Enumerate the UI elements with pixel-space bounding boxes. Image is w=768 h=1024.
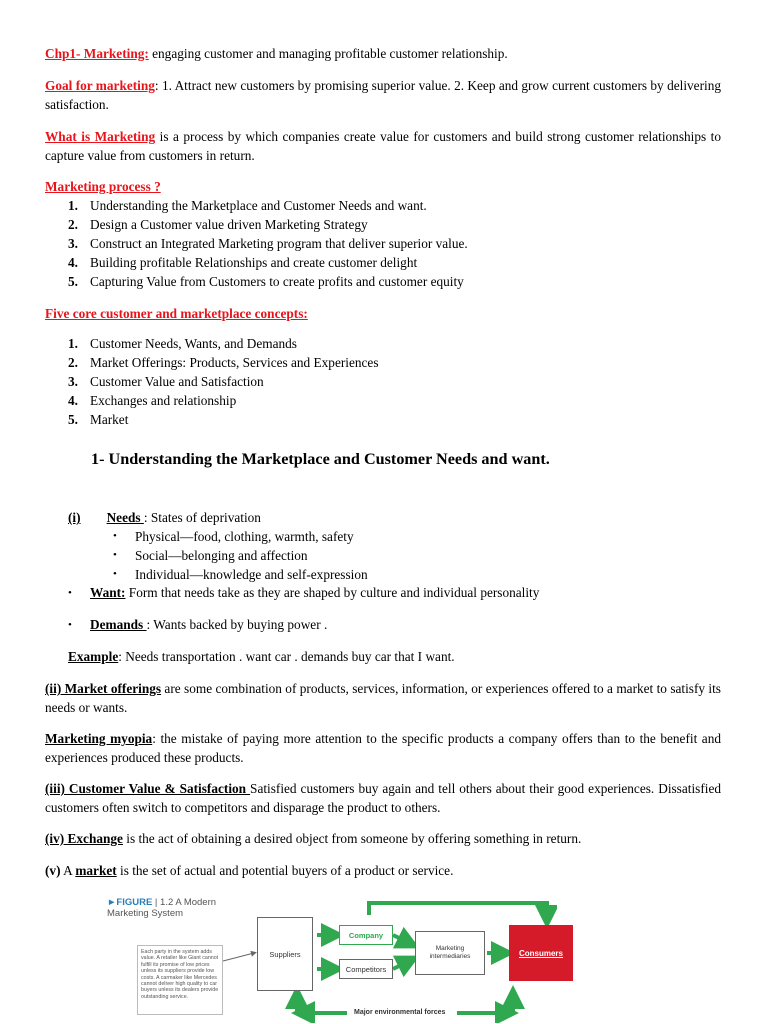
intermediaries-box: Marketing intermediaries — [415, 931, 485, 975]
list-item: • Physical—food, clothing, warmth, safety — [113, 529, 354, 544]
demands-label: Demands — [90, 617, 147, 632]
list-item: 2. Market Offerings: Products, Services and Experiences — [68, 355, 379, 370]
company-box: Company — [339, 925, 393, 945]
myopia-text: : the mistake of paying more attention to the specific products a company offers than to the benefit and experiences produced these products. — [45, 731, 722, 765]
example-text: : Needs transportation . want car . demands buy car that I want. — [118, 649, 455, 664]
process-heading: Marketing process ? — [45, 179, 161, 194]
want-line — [90, 583, 539, 602]
arrow-competitors-intermediaries — [393, 961, 409, 969]
top-loop-arrow — [369, 903, 547, 917]
concepts-list — [68, 334, 718, 429]
list-item: 1. Understanding the Marketplace and Customer Needs and want. — [68, 198, 427, 213]
concepts-heading: Five core customer and marketplace concepts: — [45, 306, 308, 321]
myopia-label: Marketing myopia — [45, 731, 153, 746]
marketing-system-figure — [107, 893, 563, 1023]
bullet-icon: • — [68, 619, 72, 631]
value-text: Satisfied customers buy again and tell others about their good experiences. Dissatisfied customers often switch to competitors and disparage the product to others. — [45, 781, 721, 815]
want-text: Form that needs take as they are shaped by culture and individual personality — [125, 585, 540, 600]
chapter-text: engaging customer and managing profitable customer relationship. — [148, 46, 508, 61]
bullet-icon: • — [113, 530, 117, 542]
bullet-icon: • — [113, 549, 117, 561]
exchange-paragraph — [45, 829, 721, 848]
chapter-label: Chp1- Marketing: — [45, 46, 149, 61]
example-line — [68, 647, 455, 666]
want-label: Want: — [90, 585, 126, 600]
process-list — [68, 196, 718, 291]
needs-sublist — [113, 527, 368, 584]
list-item: 3. Customer Value and Satisfaction — [68, 374, 264, 389]
list-item: • Individual—knowledge and self-expression — [113, 567, 368, 582]
value-paragraph — [45, 779, 721, 817]
goal-text: : 1. Attract new customers by promising superior value. 2. Keep and grow current customers by delivering satisfaction. — [45, 78, 721, 112]
market-text: is the set of actual and potential buyers of a product or service. — [116, 863, 454, 878]
offerings-paragraph — [45, 679, 721, 717]
bullet-icon: • — [68, 587, 72, 599]
bullet-icon: • — [113, 568, 117, 580]
exchange-text: is the act of obtaining a desired object from someone by offering something in return. — [122, 831, 582, 846]
figure-title: Marketing System — [107, 908, 184, 919]
list-item: 2. Design a Customer value driven Marketing Strategy — [68, 217, 368, 232]
offerings-label: (ii) Market offerings — [45, 681, 162, 696]
list-item: 4. Exchanges and relationship — [68, 393, 237, 408]
environmental-forces-label: Major environmental forces — [354, 1009, 446, 1016]
needs-label: Needs — [106, 510, 144, 525]
offerings-text: are some combination of products, services, information, or experiences offered to a market to satisfy its needs or wants. — [45, 681, 721, 715]
myopia-paragraph — [45, 729, 721, 767]
demands-text: : Wants backed by buying power . — [146, 617, 328, 632]
list-item: 3. Construct an Integrated Marketing program that deliver superior value. — [68, 236, 468, 251]
consumers-box: Consumers — [509, 925, 573, 981]
list-item: 5. Market — [68, 412, 129, 427]
what-label: What is Marketing — [45, 129, 156, 144]
list-item: 4. Building profitable Relationships and create customer delight — [68, 255, 418, 270]
section-heading: 1- Understanding the Marketplace and Customer Needs and want. — [91, 450, 550, 468]
value-label: (iii) Customer Value & Satisfaction — [45, 781, 251, 796]
figure-arrows — [107, 893, 557, 1023]
example-label: Example — [68, 649, 119, 664]
market-article: A — [60, 863, 76, 878]
chapter-line — [45, 44, 721, 63]
competitors-box: Competitors — [339, 959, 393, 979]
figure-marker-icon: ► — [107, 897, 117, 908]
what-paragraph — [45, 127, 721, 165]
list-item: • Social—belonging and affection — [113, 548, 308, 563]
exchange-label: (iv) Exchange — [45, 831, 123, 846]
what-text: is a process by which companies create value for customers and build strong customer relationships to capture value from customers in return. — [45, 129, 721, 163]
arrow-company-intermediaries — [393, 935, 409, 943]
process-heading-line — [45, 177, 721, 196]
goal-paragraph — [45, 76, 721, 114]
suppliers-box: Suppliers — [257, 917, 313, 991]
needs-text: : States of deprivation — [143, 510, 261, 525]
needs-line — [68, 508, 261, 527]
figure-number: | 1.2 A Modern — [152, 897, 217, 908]
needs-number: (i) — [68, 510, 81, 525]
concepts-heading-line — [45, 304, 721, 323]
market-prefix: (v) — [45, 863, 61, 878]
market-paragraph — [45, 861, 721, 880]
market-label: market — [75, 863, 117, 878]
figure-label: FIGURE — [116, 897, 153, 908]
figure-note: Each party in the system adds value. A retailer like Giant cannot fulfill its promise of low prices unless its suppliers provide low costs. A carmaker like Mercedes cannot deliver high quality to car buyers unless its dealers provide outstanding service. — [137, 945, 223, 1015]
demands-line — [90, 615, 327, 634]
note-arrow — [223, 953, 254, 961]
list-item: 5. Capturing Value from Customers to create profits and customer equity — [68, 274, 464, 289]
list-item: 1. Customer Needs, Wants, and Demands — [68, 336, 297, 351]
goal-label: Goal for marketing — [45, 78, 155, 93]
